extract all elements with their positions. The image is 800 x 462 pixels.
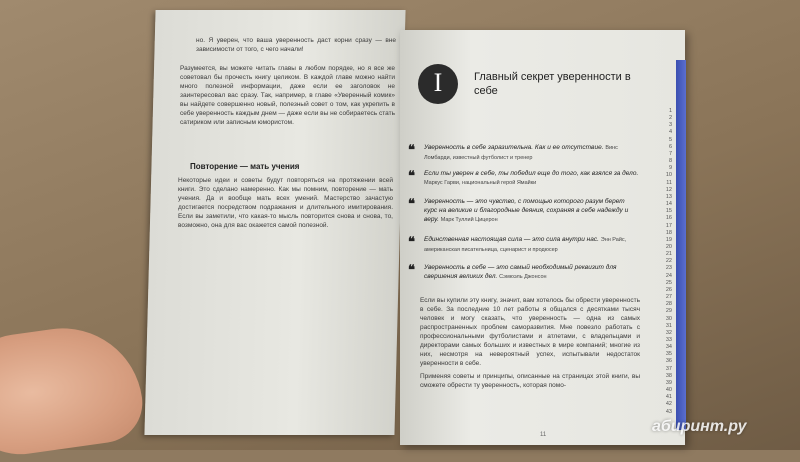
- quote-4: [424, 235, 639, 255]
- line-number: 36: [665, 358, 672, 365]
- line-number: 28: [665, 301, 672, 308]
- line-number: 21: [665, 251, 672, 258]
- quote-5-author: Сэмюэль Джонсон: [499, 274, 547, 280]
- left-heading: Повторение — мать учения: [190, 162, 300, 171]
- quote-2: [424, 169, 639, 188]
- right-paragraph-1: Если вы купили эту книгу, значит, вам хотелось бы обрести уверенность в себе. За последние 10 лет работы я общался с десятками тысяч человек и могу сказать, что уверенность — одна из самых распространенных проблем саморазвития. Мне повезло работать с профессиональными футболистами и атлетами, с владельцами и директорами самых больших и известных в мире компаний; многие из них, несмотря на невероятный успех, испытывали недостаток уверенности в себе.: [420, 297, 640, 367]
- left-paragraph-1: но. Я уверен, что ваша уверенность даст корни сразу — вне зависимости от того, с чего начали!: [196, 37, 396, 53]
- quote-2-author: Маркус Гарви, национальный герой Ямайки: [424, 180, 537, 186]
- quote-icon: ❝: [408, 168, 415, 183]
- line-number: 2: [668, 115, 672, 122]
- line-number: 25: [665, 279, 672, 286]
- chapter-badge: [418, 64, 458, 104]
- line-number: 29: [665, 308, 672, 315]
- line-number: 7: [668, 150, 672, 157]
- line-number: 38: [665, 372, 672, 379]
- line-number: 27: [665, 294, 672, 301]
- line-number: 35: [665, 351, 672, 358]
- line-number: 10: [665, 172, 672, 179]
- line-number: 22: [665, 258, 672, 265]
- line-number: 15: [665, 208, 672, 215]
- line-number-column: [658, 108, 672, 416]
- line-number: 18: [665, 229, 672, 236]
- line-number: 9: [668, 165, 672, 172]
- quote-icon: ❝: [408, 196, 415, 211]
- line-number: 23: [665, 265, 672, 272]
- left-paragraph-3: Некоторые идеи и советы будут повторяться на протяжении всей книги. Это сделано намеренно. Как мы помним, повторение — мать учения. Да и вообще мать всех умений. Мастерство зачастую достигается посредством подражания и длительного имитирования. Если вы заметили, что какая-то мысль повторится снова и снова, то, возможно, она для вас окажется самой полезной.: [178, 177, 393, 229]
- line-number: 30: [665, 315, 672, 322]
- line-number: 33: [665, 337, 672, 343]
- quote-3-text: Уверенность — это чувство, с помощью которого разум берет курс на великие и благородные деяния, сохраняя в себе надежду и веру.: [424, 198, 629, 223]
- line-number: 34: [665, 344, 672, 351]
- chapter-title: Главный секрет уверенности в себе: [474, 71, 631, 97]
- line-number: 1: [668, 108, 672, 114]
- line-number: 13: [665, 193, 672, 200]
- quote-3: [424, 197, 639, 225]
- quote-icon: ❝: [408, 234, 415, 249]
- line-number: 40: [665, 387, 672, 394]
- line-number: 41: [665, 394, 672, 401]
- quote-1-author: Винс Ломбарди, известный футболист и тренер: [424, 145, 618, 161]
- quote-icon: ❝: [408, 142, 415, 157]
- line-number: 32: [665, 329, 672, 336]
- line-number: 39: [665, 379, 672, 386]
- quote-4-text: Единственная настоящая сила — это сила внутри нас.: [424, 236, 599, 243]
- line-number: 31: [665, 322, 672, 329]
- watermark: абиринт.ру: [652, 418, 747, 435]
- line-number: 43: [665, 408, 672, 415]
- line-number: 24: [665, 272, 672, 279]
- left-paragraph-2: Разумеется, вы можете читать главы в любом порядке, но я все же советовал бы прочесть книгу целиком. В каждой главе можно найти много полезной информации, даже если ее заголовок не заинтересовал вас сразу. Так, например, в главе «Уверенный комик» вы найдете совершенно новый, полезный совет о том, как укрепить в себе уверенность каждым днем — даже если вы не собираетесь стать сатириком или записным юмористом.: [180, 65, 395, 126]
- line-number: 16: [665, 215, 672, 222]
- line-number: 12: [665, 186, 672, 193]
- quote-1: [424, 143, 639, 163]
- line-number: 6: [668, 143, 672, 150]
- line-number: 20: [665, 243, 672, 250]
- line-number: 4: [668, 129, 672, 136]
- quote-5: [424, 263, 639, 282]
- page-number: 11: [540, 432, 547, 438]
- line-number: 26: [665, 286, 672, 293]
- quote-icon: ❝: [408, 262, 415, 277]
- line-number: 3: [668, 122, 672, 129]
- line-number: 17: [665, 222, 672, 229]
- quote-4-author: Энн Райс, американская писательница, сценарист и продюсер: [424, 237, 627, 253]
- right-paragraph-2: Применяя советы и принципы, описанные на страницах этой книги, вы сможете обрести ту уверенность, которая помо-: [420, 373, 640, 389]
- line-number: 5: [668, 136, 672, 143]
- line-number: 14: [665, 201, 672, 208]
- line-number: 37: [665, 365, 672, 372]
- line-number: 11: [666, 179, 672, 186]
- chapter-number: I: [433, 68, 443, 97]
- line-number: 19: [665, 236, 672, 243]
- quote-3-author: Марк Туллий Цицерон: [440, 217, 498, 223]
- quote-5-text: Уверенность в себе — это самый необходимый реквизит для свершения великих дел.: [424, 264, 617, 280]
- line-number: 8: [668, 158, 672, 165]
- book-cover-edge: [676, 60, 686, 430]
- quote-2-text: Если ты уверен в себе, ты победил еще до того, как взялся за дело.: [424, 170, 639, 177]
- line-number: 42: [665, 401, 672, 408]
- quote-1-text: Уверенность в себе заразительна. Как и ее отсутствие.: [424, 144, 604, 151]
